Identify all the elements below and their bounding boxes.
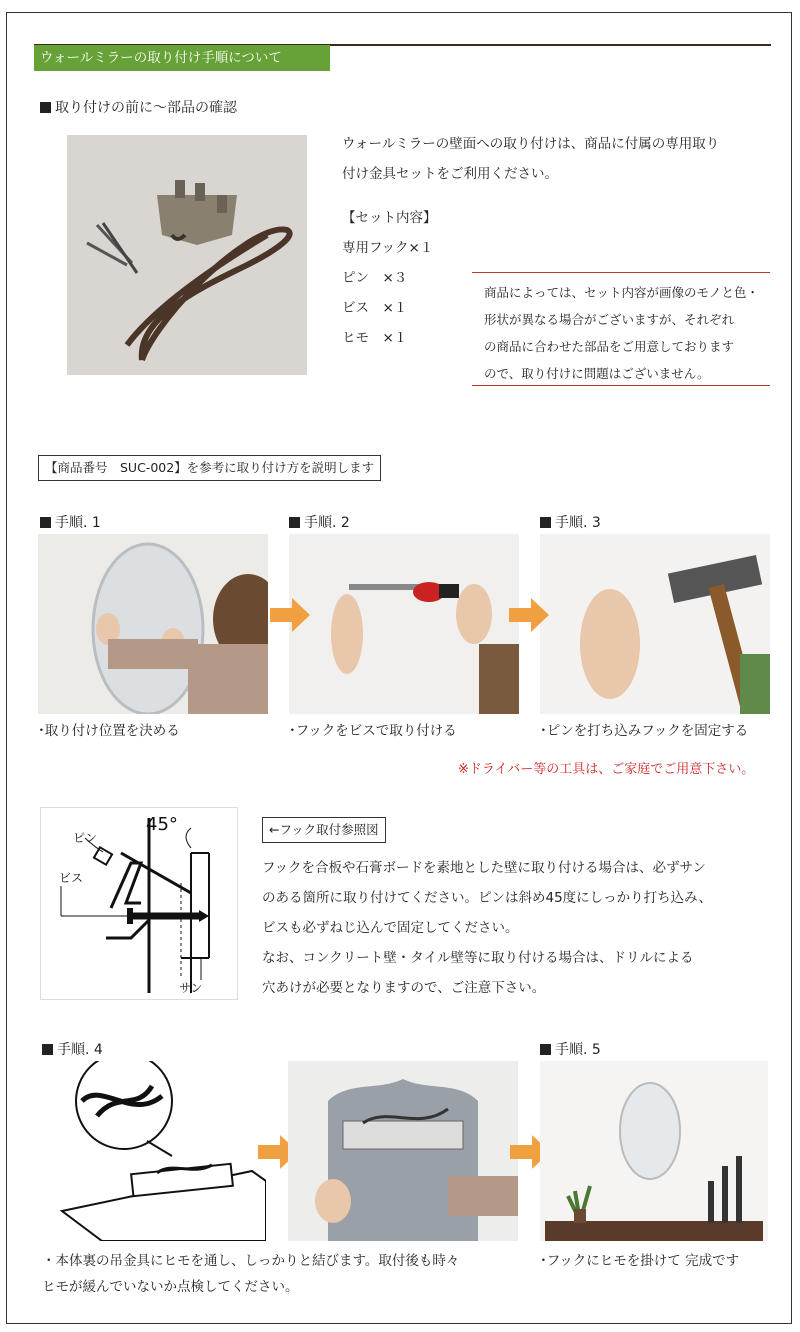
hook-ref-line-4: なお、コンクリート壁・タイル壁等に取り付ける場合は、ドリルによる — [262, 950, 694, 966]
parts-heading-text: 取り付けの前に～部品の確認 — [55, 100, 237, 116]
set-contents-heading: 【セット内容】 — [342, 210, 437, 226]
step-4-caption — [42, 1248, 459, 1300]
driver-note: ※ドライバー等の工具は、ご家庭でご用意下さい。 — [458, 762, 755, 777]
square-bullet-icon — [40, 102, 51, 113]
note-box — [472, 272, 770, 386]
hook-ref-line-1: フックを合板や石膏ボードを素地とした壁に取り付ける場合は、必ずサン — [262, 860, 706, 876]
page-title: ウォールミラーの取り付け手順について — [34, 45, 330, 71]
set-item-pin: ピン ×３ — [342, 270, 408, 286]
set-item-screw: ビス ×１ — [342, 300, 408, 316]
step-2-photo — [289, 534, 519, 714]
step-2-label: 手順. 2 — [304, 515, 350, 531]
parts-photo — [67, 135, 307, 375]
note-line-1: 商品によっては、セット内容が画像のモノと色・ — [484, 285, 759, 300]
square-bullet-icon — [42, 1044, 53, 1055]
square-bullet-icon — [40, 517, 51, 528]
set-item-hook: 専用フック×１ — [342, 240, 434, 256]
step-2-caption: ･フックをビスで取り付ける — [289, 723, 457, 739]
diagram-angle: 45° — [146, 814, 178, 835]
intro-line-1: ウォールミラーの壁面への取り付けは、商品に付属の専用取り — [342, 136, 720, 152]
step-3-caption: ･ピンを打ち込みフックを固定する — [540, 723, 749, 739]
step-2-heading — [289, 512, 350, 532]
note-line-3: の商品に合わせた部品をご用意しております — [484, 339, 735, 354]
set-contents — [342, 203, 472, 353]
step-3-label: 手順. 3 — [555, 515, 601, 531]
step-1-heading — [40, 512, 101, 532]
arrow-right-icon — [509, 598, 549, 632]
step-5-photo — [540, 1061, 768, 1241]
step-4-photo — [288, 1061, 518, 1241]
step-5-heading — [540, 1039, 601, 1059]
note-line-4: ので、取り付けに問題はございません。 — [484, 366, 710, 381]
step-4-diagram — [42, 1061, 266, 1241]
parts-heading — [40, 97, 237, 117]
intro-text — [342, 129, 782, 189]
set-item-string: ヒモ ×１ — [342, 330, 408, 346]
hook-ref-text — [262, 853, 792, 1003]
step-1-caption: ･取り付け位置を決める — [38, 723, 180, 739]
hook-diagram — [40, 807, 238, 1000]
arrow-right-icon — [270, 598, 310, 632]
step-3-photo — [540, 534, 770, 714]
square-bullet-icon — [289, 517, 300, 528]
step-4-caption-line-1: ・本体裏の吊金具にヒモを通し、しっかりと結びます。取付後も時々 — [42, 1253, 460, 1269]
square-bullet-icon — [540, 517, 551, 528]
step-1-label: 手順. 1 — [55, 515, 101, 531]
step-1-photo — [38, 534, 268, 714]
step-5-caption: ･フックにヒモを掛けて 完成です — [540, 1253, 740, 1269]
step-4-label: 手順. 4 — [57, 1042, 103, 1058]
hook-ref-line-2: のある箇所に取り付けてください。ピンは斜め45度にしっかり打ち込み、 — [262, 890, 712, 906]
step-4-heading — [42, 1039, 103, 1059]
hook-ref-label: ←フック取付参照図 — [262, 817, 386, 843]
step-5-label: 手順. 5 — [555, 1042, 601, 1058]
diagram-screw-label: ビス — [59, 871, 84, 885]
step-3-heading — [540, 512, 601, 532]
note-line-2: 形状が異なる場合がございますが、それぞれ — [484, 312, 735, 327]
step-4-caption-line-2: ヒモが緩んでいないか点検してください。 — [42, 1279, 299, 1295]
hook-ref-line-5: 穴あけが必要となりますので、ご注意下さい。 — [262, 980, 546, 996]
reference-label: 【商品番号 SUC-002】を参考に取り付け方を説明します — [38, 455, 381, 481]
diagram-pin-label: ピン — [73, 831, 98, 845]
square-bullet-icon — [540, 1044, 551, 1055]
hook-ref-line-3: ビスも必ずねじ込んで固定してください。 — [262, 920, 519, 936]
intro-line-2: 付け金具セットをご利用ください。 — [342, 166, 558, 182]
diagram-stud-label: サン — [179, 981, 203, 995]
